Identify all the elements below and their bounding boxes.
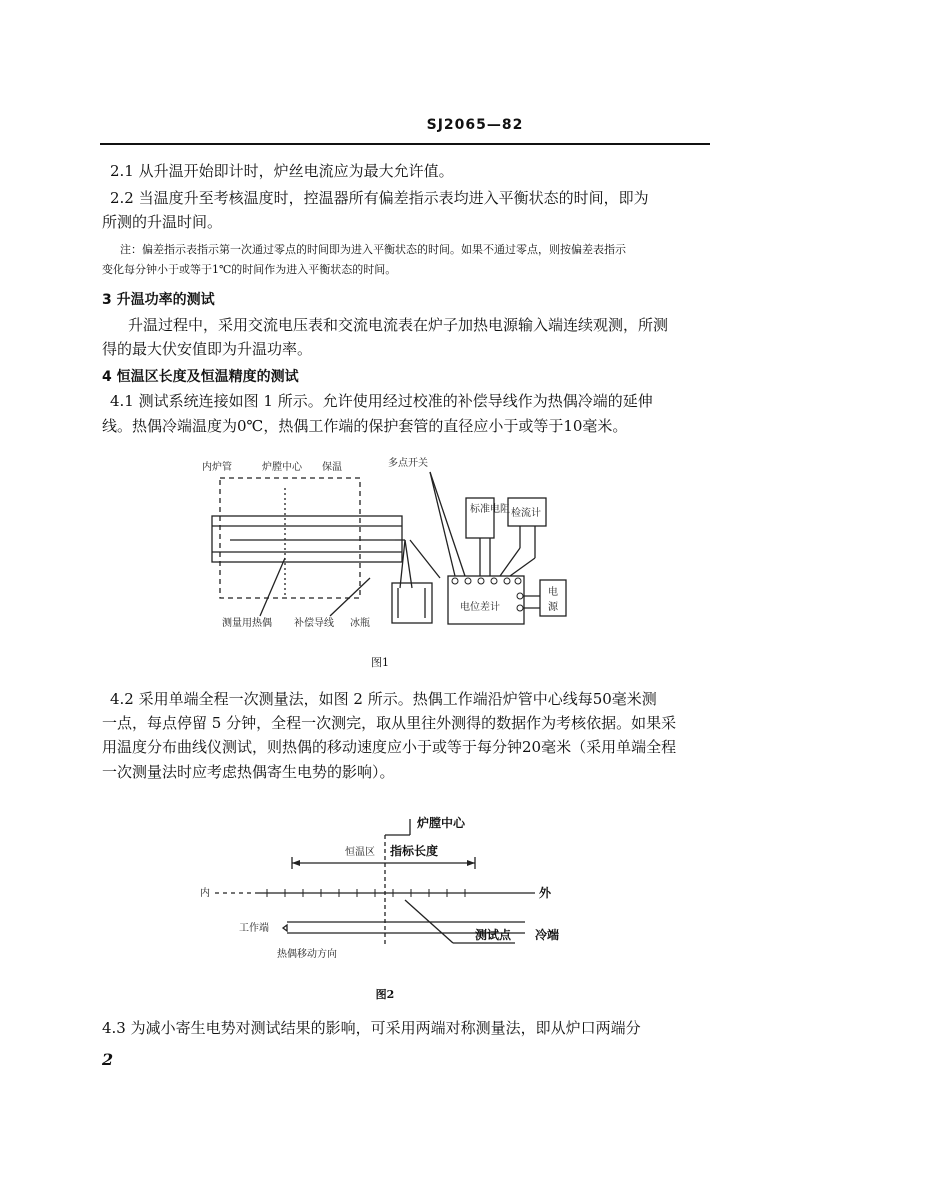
fig2-label-chamber-center: 炉膛中心 <box>417 816 466 830</box>
fig1-label-chamber-center: 炉膛中心 <box>262 462 302 473</box>
fig1-label-inner-tube: 内炉管 <box>202 462 232 473</box>
fig1-label-insulation: 保温 <box>322 462 342 473</box>
fig2-label-move-direction: 热偶移动方向 <box>277 949 337 960</box>
fig2-label-index-length: 指标长度 <box>390 844 439 858</box>
paragraph-2-1: 2.1 从升温开始即计时，炉丝电流应为最大允许值。 <box>110 162 454 180</box>
fig1-label-potentiometer: 标准电阻 <box>470 504 510 515</box>
figure-2-caption: 图2 <box>375 988 395 1001</box>
paragraph-2-2-line-1: 2.2 当温度升至考核温度时，控温器所有偏差指示表均进入平衡状态的时间，即为 <box>110 189 649 207</box>
fig1-label-multipoint-switch: 多点开关 <box>388 458 428 469</box>
fig1-label-ice-bottle: 冰瓶 <box>350 618 370 629</box>
fig2-label-test-point: 测试点 <box>475 928 512 942</box>
fig1-label-thermocouple: 测量用热偶 <box>222 618 272 629</box>
fig1-label-controller: 电位差计 <box>460 602 500 613</box>
paragraph-4-1-line-1: 4.1 测试系统连接如图 1 所示。允许使用经过校准的补偿导线作为热偶冷端的延伸 <box>110 392 653 410</box>
paragraph-4-3-line-1: 4.3 为减小寄生电势对测试结果的影响，可采用两端对称测量法，即从炉口两端分 <box>102 1019 641 1037</box>
paragraph-4-2-line-2: 一点，每点停留 5 分钟，全程一次测完，取从里往外测得的数据作为考核依据。如果采 <box>102 714 677 732</box>
note-line-1: 注：偏差指示表指示第一次通过零点的时间即为进入平衡状态的时间。如果不通过零点，则按偏差表指示 <box>120 243 626 256</box>
paragraph-4-1-line-2: 线。热偶冷端温度为0℃，热偶工作端的保护套管的直径应小于或等于10毫米。 <box>102 417 628 435</box>
section-3-heading: 3 升温功率的测试 <box>102 292 215 308</box>
page-number: 2 <box>102 1050 114 1069</box>
section-4-heading: 4 恒温区长度及恒温精度的测试 <box>102 369 299 385</box>
header-rule <box>100 143 710 145</box>
fig1-label-galvanometer: 检流计 <box>511 508 541 519</box>
furnace-body <box>212 478 402 598</box>
potentiometer-box <box>448 576 524 624</box>
section-3-line-2: 得的最大伏安值即为升温功率。 <box>102 340 313 358</box>
paragraph-2-2-line-2: 所测的升温时间。 <box>102 213 223 231</box>
fig1-label-power-top: 电 <box>548 587 558 598</box>
fig2-label-working-end: 工作端 <box>239 923 269 934</box>
paragraph-4-2-line-4: 一次测量法时应考虑热偶寄生电势的影响）。 <box>102 763 395 781</box>
figure-2-diagram <box>195 805 595 975</box>
figure-1-caption: 图1 <box>371 656 389 669</box>
note-line-2: 变化每分钟小于或等于1℃的时间作为进入平衡状态的时间。 <box>102 263 397 276</box>
document-code: SJ2065—82 <box>426 117 524 133</box>
fig1-label-power-bottom: 源 <box>548 602 558 613</box>
fig2-label-inner-end: 内 <box>200 888 210 899</box>
figure-1-diagram <box>190 448 590 648</box>
fig2-label-constant-zone: 恒温区 <box>345 847 375 858</box>
fig2-label-cold-end: 冷端 <box>535 928 560 942</box>
paragraph-4-2-line-1: 4.2 采用单端全程一次测量法，如图 2 所示。热偶工作端沿炉管中心线每50毫米测 <box>110 690 657 708</box>
section-3-line-1: 升温过程中，采用交流电压表和交流电流表在炉子加热电源输入端连续观测，所测 <box>128 316 669 334</box>
fig2-label-outer-end: 外 <box>539 886 552 900</box>
fig1-label-comp-wire: 补偿导线 <box>294 618 334 629</box>
paragraph-4-2-line-3: 用温度分布曲线仪测试，则热偶的移动速度应小于或等于每分钟20毫米（采用单端全程 <box>102 738 677 756</box>
